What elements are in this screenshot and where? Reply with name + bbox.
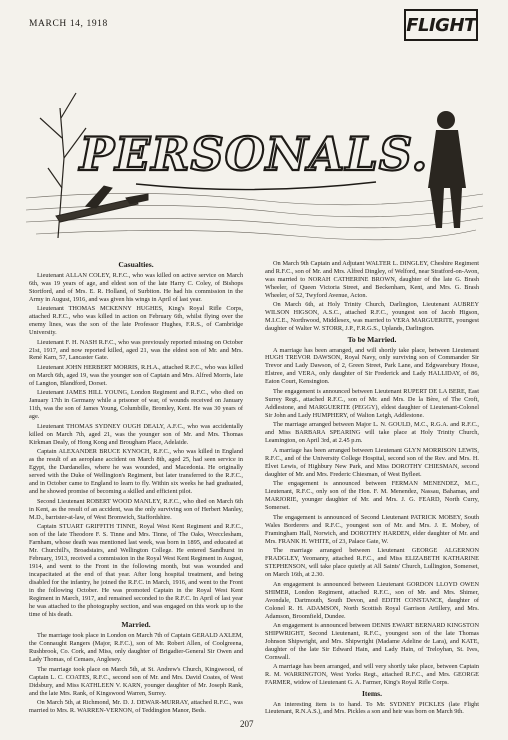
personals-banner-illustration bbox=[26, 48, 483, 256]
flight-logo-text: FLIGHT bbox=[406, 14, 476, 36]
left-column bbox=[29, 260, 243, 715]
aeroplane-drawing bbox=[56, 186, 148, 222]
casualty-paragraph: Lieutenant F. H. NASH R.F.C., who was previously reported missing on October 21st, 1917, and now reported killed, aged 21, was the eldest son of Mr. and Mrs. René Karn, 57, Lancaster Gate. bbox=[29, 338, 243, 362]
casualty-paragraph: Lieutenant THOMAS MCKENNY HUGHES, King's Royal Rifle Corps, attached R.F.C., who was killed in action on February 6th, whilst flying over the enemy lines, was the son of the late Professor Hughes, F.R.S., of Cambridge University. bbox=[29, 305, 243, 337]
casualty-paragraph: Lieutenant THOMAS SYDNEY OUGH DEALY, A.F.C., who was accidentally killed on March 7th, aged 21, was the younger son of Mr. and Mrs. Thomas Kirkman Dealy, of Hong Kong and Brougham Place, Adelaide. bbox=[29, 422, 243, 446]
heading-married: Married. bbox=[121, 620, 151, 630]
engagement-paragraph: An engagement is announced between DENIS EWART BERNARD KINGSTON SHIPWRIGHT, Second Lieutenant, R.F.C., youngest son of the late Thomas Johnson Shipwright, and Mrs. Shipwright (Madame Adeline de Lara), and KATE, daughter of the late Sir Edward Hain, and Lady Hain, of Treloyhan, St. Ives, Cornwall. bbox=[265, 621, 479, 661]
page-number: 207 bbox=[240, 719, 254, 729]
heading-to-be-married: To be Married. bbox=[347, 334, 397, 344]
casualty-paragraph: Second Lieutenant ROBERT WOOD MANLEY, R.F.C., who died on March 6th in Kent, as the result of an accident, was the only surviving son of Herbert Manley, M.D., barrister-at-law, of West Bromwich, Staffordshire. bbox=[29, 497, 243, 521]
items-paragraph: An interesting item is to hand. To Mr. SYDNEY PICKLES (late Flight Lieutenant, R.N.A.S.), and Mrs. Pickles a son and heir was born on March 9th. bbox=[265, 700, 479, 715]
engagement-paragraph: A marriage has been arranged between Lieutenant GLYN MORRISON LEWIS, R.F.C., and of the University College Hospital, second son of the Rev. and Mrs. H. Elvet Lewis, of Highbury New Park, and Miss DOROTHY CHIESMAN, second daughter of Mr. and Mrs. Frederic Chiesman, of West Byfleet. bbox=[265, 446, 479, 478]
engagement-paragraph: The engagement is announced between Lieutenant RUPERT DE LA BERE, East Surrey Regt., attached R.F.C., son of Mr. and Mrs. De la Bère, of The Croft, Addlestone, and MARGUERITE (PEGGY), eldest daughter of Lieutenant-Colonel Sir John and Lady HUMPHERY, of Walton Leigh, Addlestone. bbox=[265, 387, 479, 419]
married-paragraph: The marriage took place in London on March 7th of Captain GERALD AXLEM, the Connaught Rangers (Major, R.F.C.), son of Mr. Robert Allen, of Coolgreena, Rushbrook, Co. Cork, and Miss, only daughter of Brigadier-General Sir Owen and Lady Thomas, of Cemaes, Anglesey. bbox=[29, 632, 243, 664]
married-paragraph: On March 6th, at Holy Trinity Church, Darlington, Lieutenant AUBREY WILSON HIGSON, A.S.C., attached R.F.C., youngest son of Jacob Higson, M.I.C.E., Northwood, Middlesex, was married to VERA MARGUERITE, youngest daughter of Walter W. STORR, J.P., F.R.G.S., Uplands, Darlington. bbox=[265, 301, 479, 333]
engagement-paragraph: A marriage has been arranged, and will very shortly take place, between Captain R. M. WARRINGTON, West Yorks Regt., attached R.F.C., and Mrs. GEORGE FARMER, widow of Lieutenant G. A. Farmer, King's Royal Rifle Corps. bbox=[265, 663, 479, 687]
married-paragraph: On March 9th Captain and Adjutant WALTER L. DINGLEY, Cheshire Regiment and R.F.C., son of Mr. and Mrs. Alfred Dingley, of Welford, near Stratford-on-Avon, was married to NORAH CATHERINE BROWN, daughter of the late G. Brash Wheeler, of Queen Victoria Street, and Beckenham, Kent, and Mrs. G. Brash Wheeler, of 52, Twyford Avenue, Acton. bbox=[265, 260, 479, 299]
heading-casualties: Casualties. bbox=[118, 260, 154, 269]
married-paragraph: The marriage took place on March 5th, at St. Andrew's Church, Kingswood, of Captain L. C. COATES, R.F.C., second son of Mr. and Mrs. David Coates, of West Didsbury, and Miss KATHLEEN V. KARN, younger daughter of Mr. Joseph Rank, and the late Mrs. Rank, of Kingswood Warren, Surrey. bbox=[29, 665, 243, 697]
engagement-paragraph: The marriage arranged between Major L. N. GOULD, M.C., R.G.A. and R.F.C., and Miss BARBARA SPEARING will take place at Holy Trinity Church, Leamington, on April 3rd, at 2.45 p.m. bbox=[265, 421, 479, 445]
figure-drawing bbox=[428, 111, 466, 228]
banner-underline bbox=[136, 182, 376, 190]
engagement-paragraph: The marriage arranged between Lieutenant GEORGE ALGERNON FRADGLEY, Yeomanry, attached R.F.C., and Miss ELIZABETH KATHARINE STEPHENSON, will take place quietly at All Saints' Church, Lullington, Somerset, on March 16th, at 2.30. bbox=[265, 547, 479, 579]
running-head-date: MARCH 14, 1918 bbox=[29, 19, 108, 29]
casualty-paragraph: Captain STUART GRIFFITH TINNE, Royal West Kent Regiment and R.F.C., son of the late Theodore F. S. Tinne and Mrs. Tinne, of The Oaks, Wrecclesham, Farnham, whose death was mentioned last week, was born in 1895, and educated at Mr. Churchill's, Broadstairs, and Wellington College. He entered Sandhurst in February, 1913, received a commission in the Royal West Kent Regiment in August, 1914, and went to the Front in the following month, but was wounded and incapacitated at the end of that year. After long hospital treatment, and being disabled for the infantry, he joined the R.F.C. in March, 1916, and went to the Front in the following October. He was promoted Captain in the Royal West Kent Regiment in March, 1917, and remained seconded to the R.F.C. In April of last year he was attached to the photography section, and was engaged on this work up to the time of his death. bbox=[29, 523, 243, 618]
casualty-paragraph: Captain ALEXANDER BRUCE KYNOCH, R.F.C., who was killed in England as the result of an aeroplane accident on March 8th, aged 25, had seen service in Egypt, the Dardanelles, where he was wounded, and Macedonia. He originally served with the Duke of Wellington's Regiment, but later transferred to the R.F.C., and in October came to England to learn to fly. Within six weeks he had graduated, and he showed promise of becoming a skilled and efficient pilot. bbox=[29, 448, 243, 496]
engagement-paragraph: The engagement is announced between FERMAN MENENDEZ, M.C., Lieutenant, R.F.C., only son of the Hon. F. M. Menendez, Nassau, Bahamas, and MARJORIE, younger daughter of Mr. and Mrs. J. G. FEARD, North Curry, Somerset. bbox=[265, 480, 479, 512]
married-paragraph: On March 5th, at Richmond, Mr. D. J. DEWAR-MURRAY, attached R.F.C., was married to Mrs. R. WARREN-VERNON, of Teddington Manor, Beds. bbox=[29, 699, 243, 714]
banner-title: PERSONALS. bbox=[79, 127, 429, 181]
casualty-paragraph: Lieutenant JOHN HERBERT MORRIS, R.H.A., attached R.F.C., who was killed on March 6th, aged 19, was the younger son of Captain and Mrs. Alfred Morris, late of Langton, Blandford, Dorset. bbox=[29, 363, 243, 387]
engagement-paragraph: A marriage has been arranged, and will shortly take place, between Lieutenant HUGH TREVOR DAWSON, Royal Navy, only surviving son of Commander Sir Trevor and Lady Dawson, of 2, Green Street, Park Lane, and Edgwarebury House, Elstree, and VERA, only daughter of Sir Frederick and Lady HALLIDAY, of 86, Eaton Court, Kensington. bbox=[265, 346, 479, 386]
casualty-paragraph: Lieutenant JAMES HILL YOUNG, London Regiment and R.F.C., who died on January 17th in Germany while a prisoner of war, of wounds received on January 11th, was the son of James Young, Columbille, Bromley, Kent. He was 30 years of age. bbox=[29, 389, 243, 421]
engagement-paragraph: An engagement is announced between Lieutenant GORDON LLOYD OWEN SHIMER, London Regiment, attached R.F.C., son of Mr. and Mrs. Shimer, Avondale, Dartmouth, South Devon, and EDITH CONSTANCE, daughter of Colonel R. H. ADAMSON, North Scottish Royal Garrison Artillery, and Mrs. Adamson, Broomfield, Dundee. bbox=[265, 580, 479, 620]
right-column bbox=[265, 260, 479, 715]
engagement-paragraph: The engagement is announced of Second Lieutenant PATRICK MOBEY, South Wales Borderers and R.F.C., youngest son of Mr. and Mrs. J. E. Mobey, of Framingham Hall, Norwich, and DOROTHY HARDEN, elder daughter of Mr. and Mrs. FRANK H. WHITE, of 23, Palace Gate, W. bbox=[265, 513, 479, 545]
casualty-paragraph: Lieutenant ALLAN COLEY, R.F.C., who was killed on active service on March 6th, was 19 years of age, and eldest son of the late Harry C. Coley, of Bishops Stortford, and of Mrs. E. R. Holland, of Surbiton. He had his commission in the Army in August, 1916, and was given his wings in April of last year. bbox=[29, 271, 243, 303]
flight-logo bbox=[404, 9, 478, 41]
heading-items: Items. bbox=[361, 688, 383, 698]
